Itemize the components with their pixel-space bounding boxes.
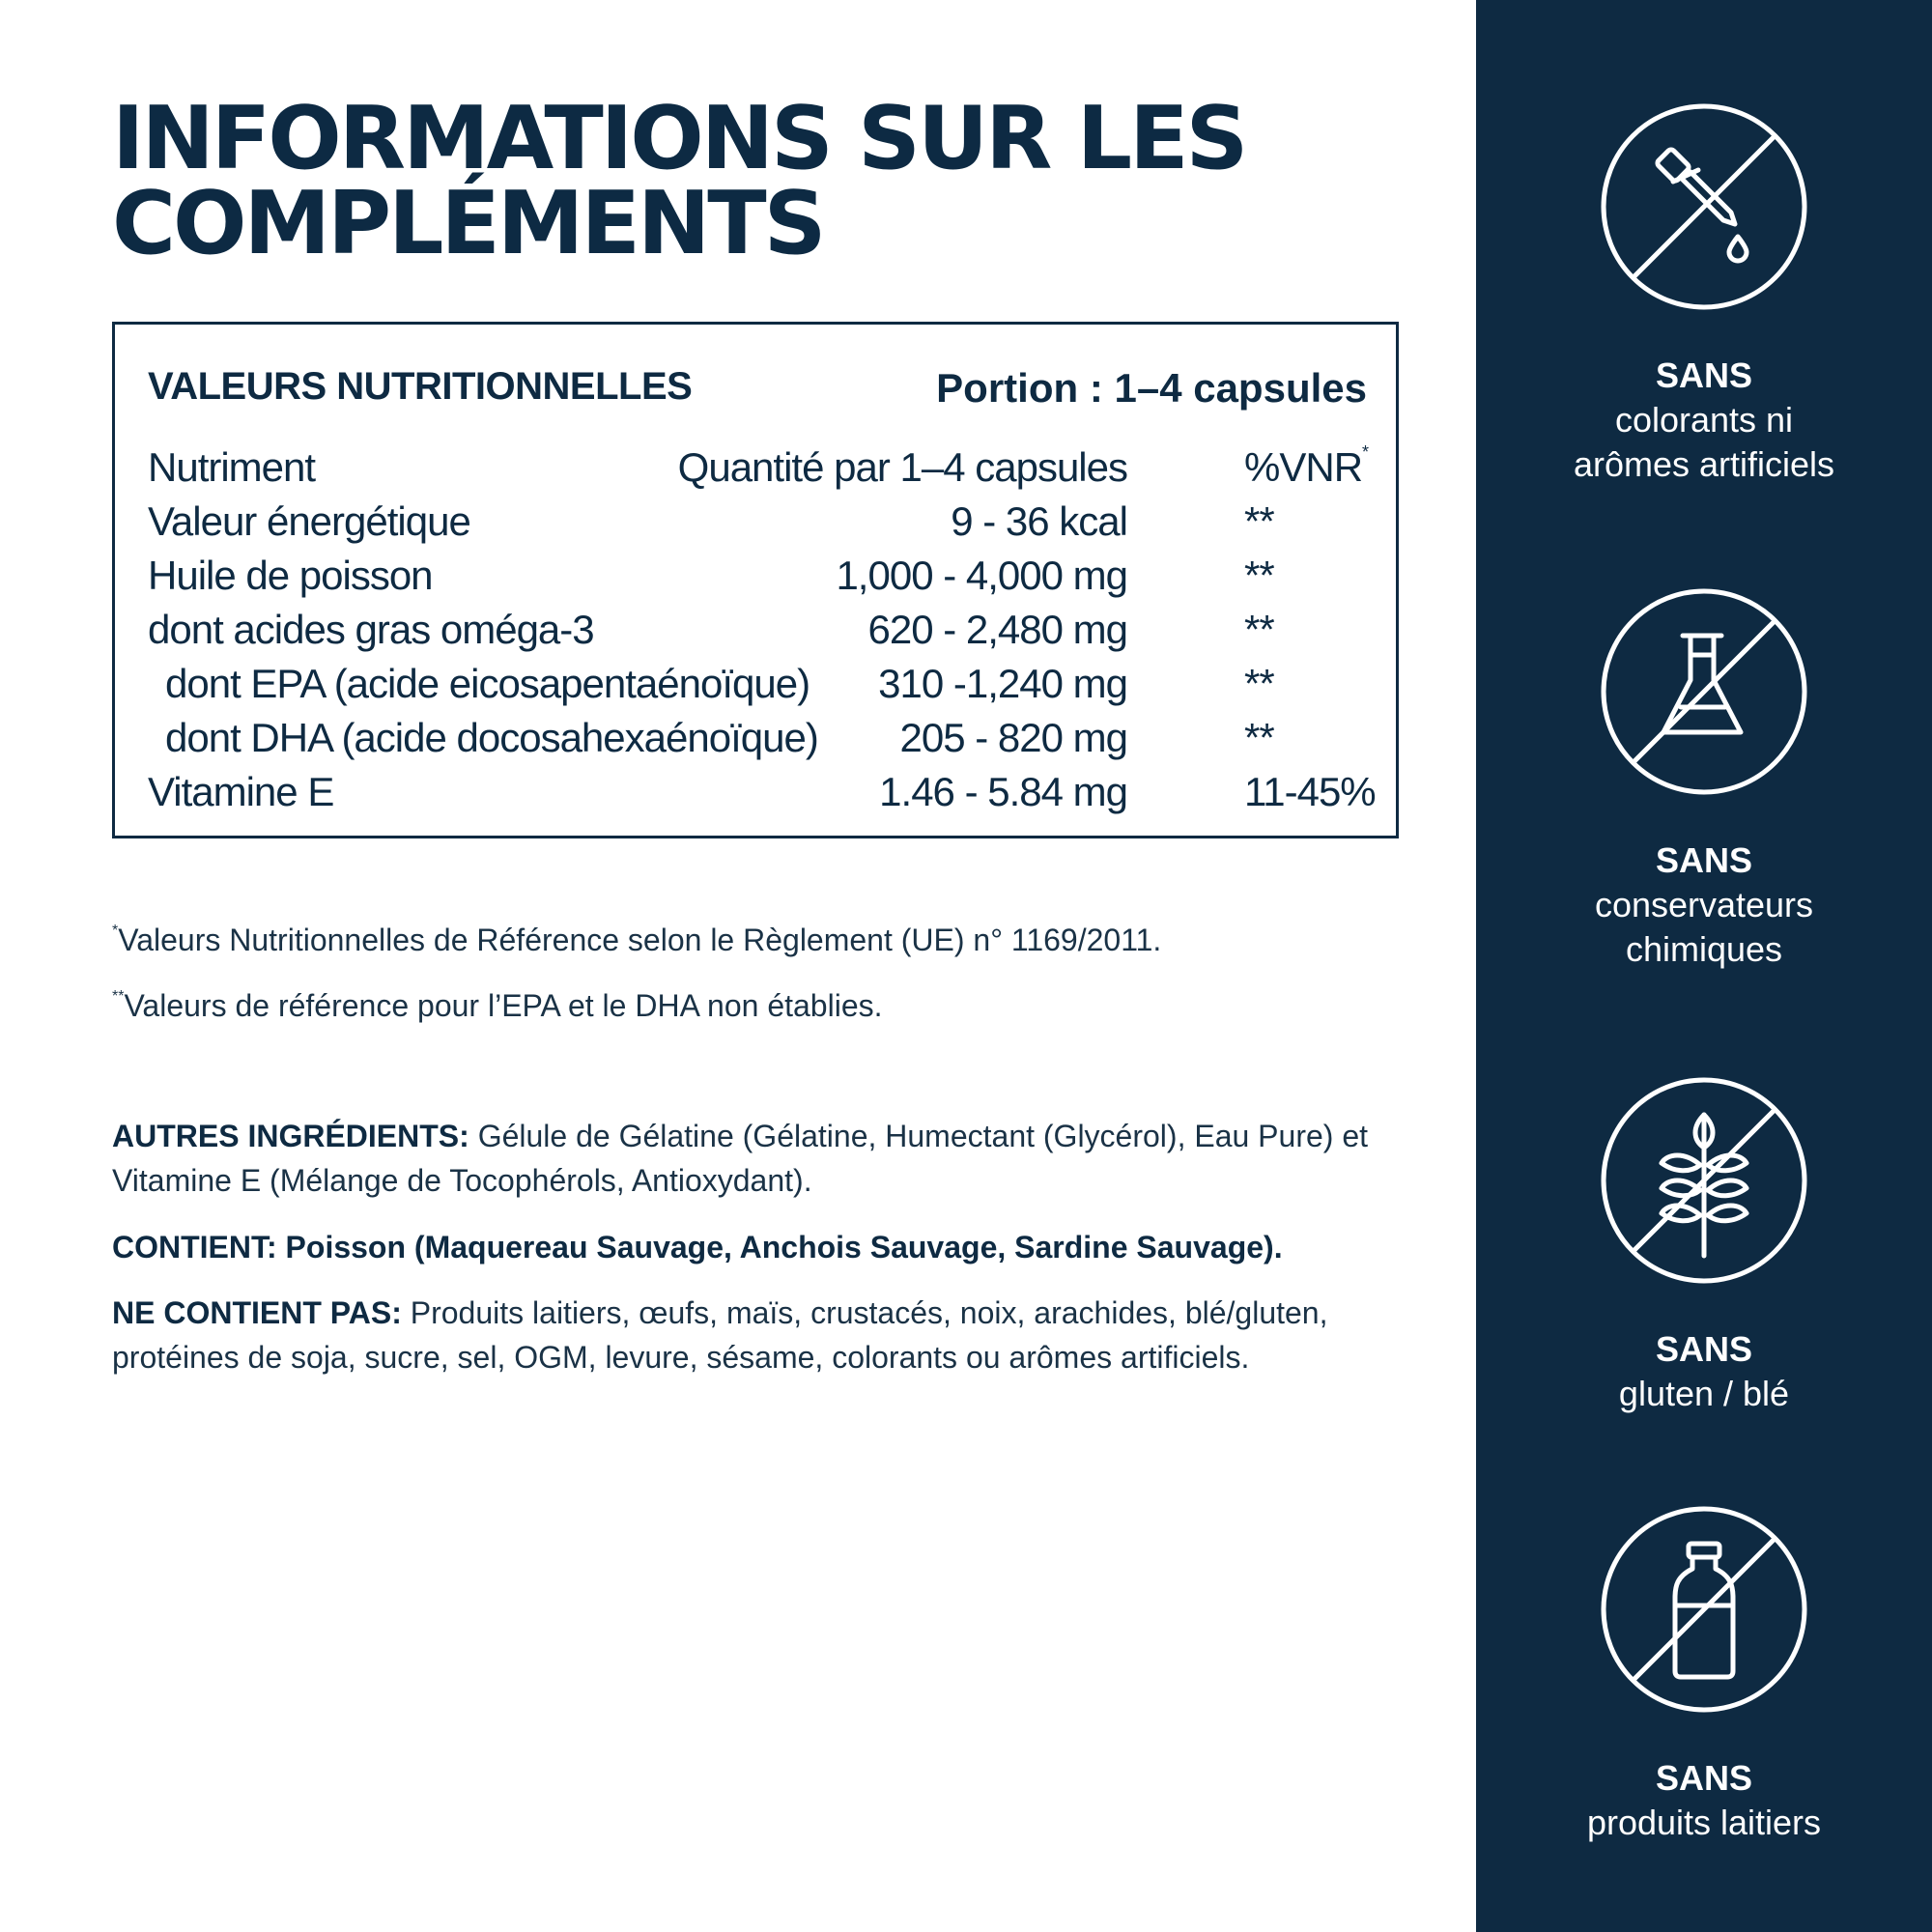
table-row xyxy=(148,661,1367,715)
nutrient-name: dont EPA (acide eicosapentaénoïque) xyxy=(165,661,810,706)
footnote-mark: ** xyxy=(112,988,125,1005)
badge-desc-line-1: conservateurs xyxy=(1594,885,1814,924)
nutrient-vnr: ** xyxy=(1244,607,1274,652)
nutrition-heading: VALEURS NUTRITIONNELLES xyxy=(148,365,693,408)
badge-sans-label: SANS xyxy=(1655,355,1753,395)
table-row xyxy=(148,607,1367,661)
table-row xyxy=(148,498,1367,553)
badge-desc-line-1: produits laitiers xyxy=(1586,1803,1822,1842)
nutrient-vnr: ** xyxy=(1244,498,1274,544)
footnote-epa-dha xyxy=(112,988,883,1024)
no-dropper-icon xyxy=(1600,102,1808,311)
badge-desc-line-1: colorants ni xyxy=(1614,400,1794,440)
column-header-nutrient: Nutriment xyxy=(148,444,316,490)
contains-label: CONTIENT: xyxy=(112,1230,277,1264)
nutrition-table xyxy=(112,322,1399,838)
column-header-quantity: Quantité par 1–4 capsules xyxy=(677,444,1127,490)
nutrient-vnr: ** xyxy=(1244,661,1274,706)
nutrient-name: Huile de poisson xyxy=(148,553,433,598)
nutrient-name: dont acides gras oméga-3 xyxy=(148,607,594,652)
side-panel xyxy=(1476,0,1932,1932)
free-from-label: NE CONTIENT PAS: xyxy=(112,1295,402,1330)
free-from-text: Produits laitiers, œufs, maïs, crustacés, noix, arachides, blé/gluten, protéines de soja, sucre, sel, OGM, levure, sésame, colorants ou arômes artificiels. xyxy=(112,1295,1328,1375)
other-ingredients xyxy=(112,1114,1406,1203)
nutrient-vnr: 11-45% xyxy=(1244,769,1376,814)
badge-desc-line-1: gluten / blé xyxy=(1618,1374,1790,1413)
contains-text: Poisson (Maquereau Sauvage, Anchois Sauvage, Sardine Sauvage). xyxy=(276,1230,1283,1264)
portion-size: Portion : 1–4 capsules xyxy=(936,365,1367,411)
nutrient-vnr: ** xyxy=(1244,715,1274,760)
other-ingredients-label: AUTRES INGRÉDIENTS: xyxy=(112,1119,469,1153)
nutrient-amount: 9 - 36 kcal xyxy=(951,498,1127,544)
nutrient-name: Vitamine E xyxy=(148,769,334,814)
badge-desc-line-2: chimiques xyxy=(1625,929,1783,969)
badge-no-dairy xyxy=(1476,1505,1932,1845)
no-flask-icon xyxy=(1600,587,1808,796)
no-milk-bottle-icon xyxy=(1600,1505,1808,1714)
badge-sans-label: SANS xyxy=(1655,840,1753,880)
page-title-line-1: INFORMATIONS SUR LES xyxy=(112,88,1246,189)
nutrient-amount: 310 -1,240 mg xyxy=(878,661,1127,706)
page-title xyxy=(112,88,1368,274)
badge-sans-label: SANS xyxy=(1655,1758,1753,1798)
nutrient-name: dont DHA (acide docosahexaénoïque) xyxy=(165,715,818,760)
table-header-row xyxy=(148,444,1367,498)
table-row xyxy=(148,769,1376,823)
column-header-vnr: %VNR* xyxy=(1244,442,1369,490)
nutrient-amount: 1.46 - 5.84 mg xyxy=(879,769,1127,814)
nutrient-vnr: ** xyxy=(1244,553,1274,598)
nutrient-name: Valeur énergétique xyxy=(148,498,470,544)
footnote-mark: * xyxy=(112,923,119,939)
badge-desc-line-2: arômes artificiels xyxy=(1573,444,1835,484)
footnote-text: Valeurs de référence pour l’EPA et le DHA non établies. xyxy=(124,988,883,1023)
badge-no-gluten xyxy=(1476,1076,1932,1416)
table-row xyxy=(148,715,1367,769)
page-title-line-2: COMPLÉMENTS xyxy=(112,173,824,274)
badge-no-preservatives xyxy=(1476,587,1932,972)
badge-no-colorants xyxy=(1476,102,1932,487)
allergen-contains xyxy=(112,1225,1406,1269)
other-ingredients-text: Gélule de Gélatine (Gélatine, Humectant (Glycérol), Eau Pure) et Vitamine E (Mélange de Tocophérols, Antioxydant). xyxy=(112,1119,1368,1198)
nutrient-amount: 205 - 820 mg xyxy=(899,715,1127,760)
nutrient-amount: 1,000 - 4,000 mg xyxy=(836,553,1127,598)
nutrient-amount: 620 - 2,480 mg xyxy=(867,607,1127,652)
footnote-vnr xyxy=(112,923,1161,958)
no-wheat-icon xyxy=(1600,1076,1808,1285)
free-from-list xyxy=(112,1291,1406,1379)
footnote-text: Valeurs Nutritionnelles de Référence selon le Règlement (UE) n° 1169/2011. xyxy=(118,923,1162,957)
table-row xyxy=(148,553,1367,607)
badge-sans-label: SANS xyxy=(1655,1329,1753,1369)
